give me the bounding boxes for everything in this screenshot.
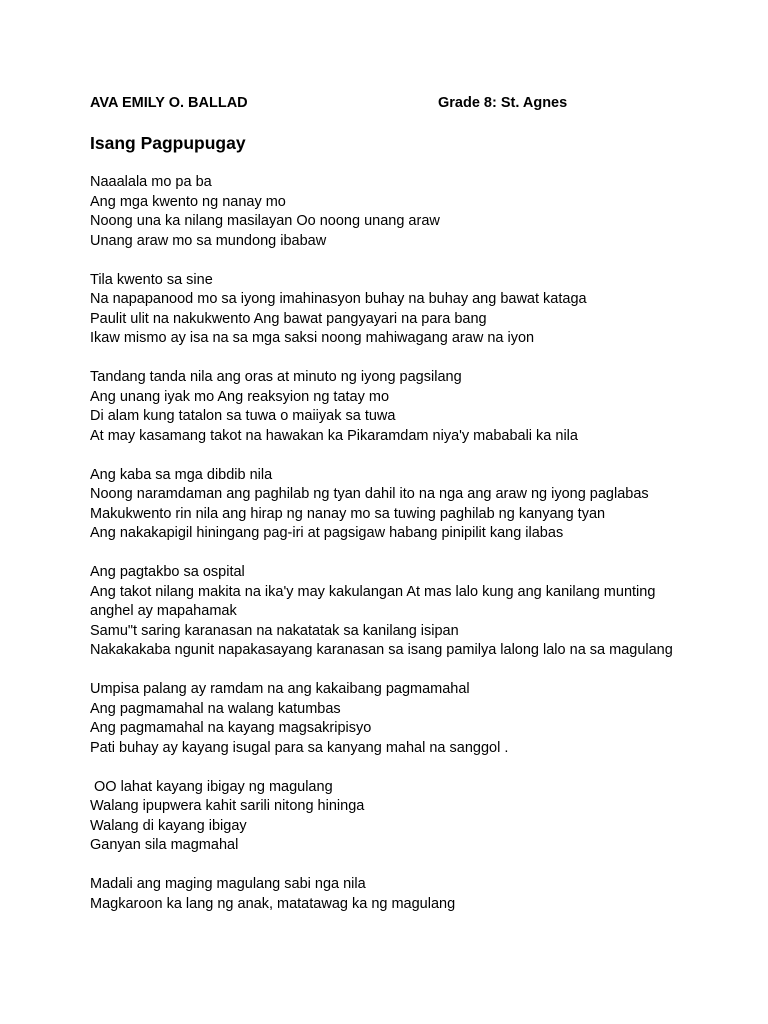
poem-line: Ang pagmamahal na kayang magsakripisyo bbox=[90, 720, 372, 736]
poem-line: Ang pagmamahal na walang katumbas bbox=[90, 700, 341, 717]
grade-section: Grade 8: St. Agnes bbox=[438, 95, 568, 111]
poem-line: Ang pagtakbo sa ospital bbox=[90, 564, 245, 580]
poem-line: Umpisa palang ay ramdam na ang kakaibang pagmamahal bbox=[90, 681, 470, 697]
poem-line: Madali ang maging magulang sabi nga nila bbox=[90, 876, 366, 892]
stanza bbox=[90, 466, 690, 544]
poem-line: Ang nakakapigil hiningang pag-iri at pagsigaw habang pinipilit kang ilabas bbox=[90, 525, 564, 541]
poem-line: Ikaw mismo ay isa na sa mga saksi noong mahiwagang araw na iyon bbox=[90, 330, 535, 346]
poem-line: Walang ipupwera kahit sarili nitong hininga bbox=[90, 798, 365, 814]
poem-line: Tandang tanda nila ang oras at minuto ng iyong pagsilang bbox=[90, 369, 462, 385]
poem-line: Ang takot nilang makita na ika'y may kakulangan At mas lalo kung ang kanilang munting anghel ay mapahamak bbox=[90, 583, 656, 619]
stanza bbox=[90, 778, 690, 856]
poem-line: Makukwento rin nila ang hirap ng nanay mo sa tuwing paghilab ng kanyang tyan bbox=[90, 505, 606, 522]
poem-line: Ganyan sila magmahal bbox=[90, 837, 239, 853]
poem-line: Tila kwento sa sine bbox=[90, 271, 213, 288]
poem-line: Magkaroon ka lang ng anak, matatawag ka ng magulang bbox=[90, 895, 456, 912]
author-name: AVA EMILY O. BALLAD bbox=[90, 95, 248, 111]
stanza bbox=[90, 563, 690, 661]
poem-line: At may kasamang takot na hawakan ka Pikaramdam niya'y mababali ka nila bbox=[90, 427, 578, 444]
poem-line: Nakakakaba ngunit napakasayang karanasan sa isang pamilya lalong lalo na sa magulang bbox=[90, 642, 673, 658]
poem-line: Unang araw mo sa mundong ibabaw bbox=[90, 232, 327, 249]
stanza bbox=[90, 173, 690, 251]
poem-line: Samu"t saring karanasan na nakatatak sa kanilang isipan bbox=[90, 622, 459, 639]
poem-line: Na napapanood mo sa iyong imahinasyon buhay na buhay ang bawat kataga bbox=[90, 291, 587, 307]
poem-line: Noong naramdaman ang paghilab ng tyan dahil ito na nga ang araw ng iyong paglabas bbox=[90, 486, 649, 502]
poem-line: Ang mga kwento ng nanay mo bbox=[90, 193, 286, 210]
poem-line: Walang di kayang ibigay bbox=[90, 817, 247, 834]
poem-line: Noong una ka nilang masilayan Oo noong unang araw bbox=[90, 213, 440, 229]
poem-line: Naaalala mo pa ba bbox=[90, 174, 212, 190]
poem-body bbox=[90, 173, 690, 934]
poem-line: Paulit ulit na nakukwento Ang bawat pangyayari na para bang bbox=[90, 310, 487, 327]
poem-line: Ang kaba sa mga dibdib nila bbox=[90, 466, 273, 483]
stanza bbox=[90, 875, 690, 914]
poem-line: OO lahat kayang ibigay ng magulang bbox=[90, 778, 333, 795]
stanza bbox=[90, 680, 690, 758]
poem-line: Ang unang iyak mo Ang reaksyion ng tatay mo bbox=[90, 388, 390, 405]
poem-title: Isang Pagpupugay bbox=[90, 133, 246, 153]
poem-line: Pati buhay ay kayang isugal para sa kanyang mahal na sanggol . bbox=[90, 739, 509, 756]
stanza bbox=[90, 368, 690, 446]
stanza bbox=[90, 271, 690, 349]
poem-line: Di alam kung tatalon sa tuwa o maiiyak sa tuwa bbox=[90, 408, 396, 424]
